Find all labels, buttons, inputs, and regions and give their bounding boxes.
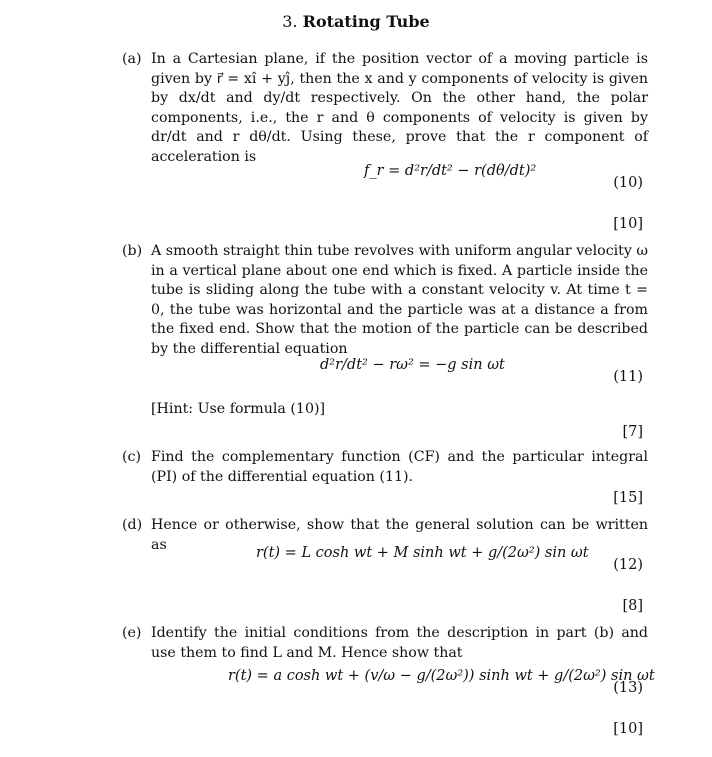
equation-10-number: (10) [613,175,643,191]
part-e-text: Identify the initial conditions from the description in part (b) and use them to find L and M. Hence show that [151,625,648,661]
part-c-marks: [15] [613,490,643,506]
part-b-label: (b) [122,243,143,259]
equation-11-number: (11) [613,369,643,385]
part-a-marks: [10] [613,216,643,232]
part-e [122,624,648,663]
part-a-text: In a Cartesian plane, if the position vector of a moving particle is given by r⃗ = xî + yĵ, then the x and y components of velocity is given by dx/dt and dy/dt respectively. On the other hand, the polar components, i.e., the r and θ components of velocity is given by dr/dt and r dθ/dt. Using these, prove that the r component of acceleration is [151,51,648,165]
question-number: 3. [282,12,298,31]
equation-12-number: (12) [613,557,643,573]
equation-10-expression: f_r = d²r/dt² − r(dθ/dt)² [364,163,537,179]
equation-13-expression: r(t) = a cosh wt + (v/ω − g/(2ω²)) sinh wt + g/(2ω²) sin ωt [228,668,655,684]
equation-12-expression: r(t) = L cosh wt + M sinh wt + g/(2ω²) sin ωt [256,545,589,561]
part-c [122,448,648,487]
part-a [122,50,648,167]
question-title [0,12,712,31]
part-c-text: Find the complementary function (CF) and the particular integral (PI) of the differential equation (11). [151,449,648,485]
part-b-marks: [7] [622,424,643,440]
equation-13-number: (13) [613,680,643,696]
equation-12 [0,545,712,589]
part-b-hint: [Hint: Use formula (10)] [151,401,326,417]
equation-13 [0,668,712,712]
part-c-label: (c) [122,449,142,465]
part-d-label: (d) [122,517,143,533]
question-name: Rotating Tube [302,12,430,31]
equation-10 [0,163,712,207]
part-b-text: A smooth straight thin tube revolves with uniform angular velocity ω in a vertical plane about one end which is fixed. A particle inside the tube is sliding along the tube with a constant velocity v. At time t = 0, the tube was horizontal and the particle was at a distance a from the fixed end. Show that the motion of the particle can be described by the differential equation [151,243,648,357]
equation-11 [0,357,712,401]
part-e-marks: [10] [613,721,643,737]
part-a-label: (a) [122,51,142,67]
equation-11-expression: d²r/dt² − rω² = −g sin ωt [320,357,505,373]
part-d-marks: [8] [622,598,643,614]
part-b [122,242,648,359]
part-e-label: (e) [122,625,142,641]
part-d-text: Hence or otherwise, show that the general solution can be written as [151,517,648,553]
